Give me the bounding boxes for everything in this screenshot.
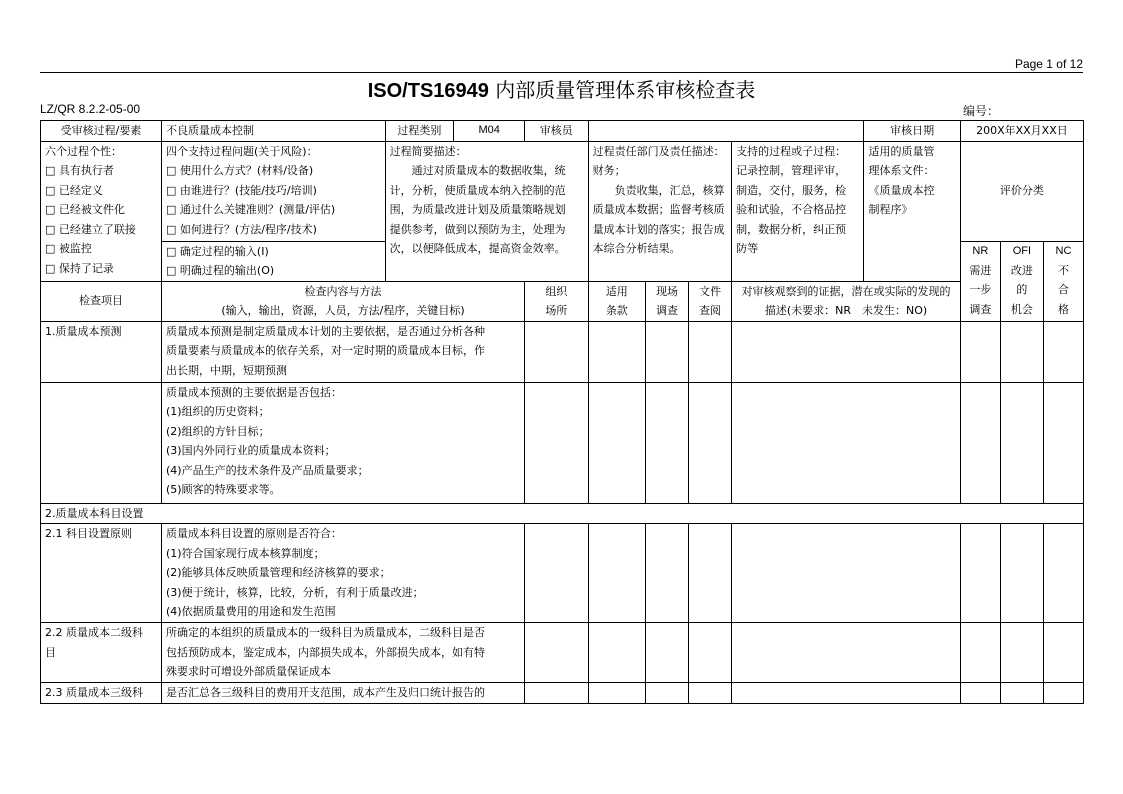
process-info-row: [41, 141, 1084, 241]
doc-review-cell[interactable]: [689, 321, 732, 382]
doc-review-cell[interactable]: [689, 382, 732, 503]
text-line: 文件: [699, 284, 722, 298]
process-brief: [385, 141, 588, 281]
text-line: □ 明确过程的输出(O): [166, 264, 275, 277]
text-line: 过程简要描述：: [389, 144, 467, 158]
ofi-cell[interactable]: [1000, 623, 1043, 683]
text-line: 《质量成本控: [868, 183, 935, 197]
text-line: 需进: [969, 264, 992, 277]
text-line: □ 已经被文件化: [45, 203, 125, 216]
clause-cell[interactable]: [588, 382, 645, 503]
clause-cell[interactable]: [588, 321, 645, 382]
text-line: 制程序》: [868, 203, 913, 216]
nc-cell[interactable]: [1043, 382, 1083, 503]
evidence-cell[interactable]: [732, 321, 961, 382]
text-line: □ 具有执行者: [45, 164, 114, 177]
text-line: 2.1 科目设置原则: [45, 527, 132, 540]
text-line: □ 由谁进行？(技能/技巧/培训): [166, 183, 317, 197]
text-line: 过程责任部门及责任描述：: [592, 144, 725, 158]
text-line: 检查内容与方法: [304, 284, 382, 298]
ofi-cell[interactable]: [1000, 321, 1043, 382]
text-line: 是否汇总各三级科目的费用开支范围，成本产生及归口统计报告的: [166, 686, 486, 699]
nr-cell[interactable]: [960, 524, 1000, 623]
input-output: [162, 241, 386, 281]
site-survey-cell[interactable]: [646, 683, 689, 704]
text-line: (3)国内外同行业的质量成本资料；: [166, 444, 336, 457]
nr-cell[interactable]: [960, 382, 1000, 503]
site-survey-cell[interactable]: [646, 524, 689, 623]
text-line: (2)组织的方针目标；: [166, 424, 270, 438]
audited-value[interactable]: 不良质量成本控制: [162, 121, 386, 142]
evidence-cell[interactable]: [732, 382, 961, 503]
text-line: 所确定的本组织的质量成本的一级科目为质量成本，二级科目是否: [166, 626, 486, 639]
text-line: 对审核观察到的证据，潜在或实际的发现的: [741, 284, 951, 298]
nc-cell[interactable]: [1043, 623, 1083, 683]
document-number: LZ/QR 8.2.2-05-00: [40, 102, 141, 116]
text-line: □ 使用什么方式？(材料/设备): [166, 164, 314, 177]
nr-cell[interactable]: [960, 321, 1000, 382]
nc-cell[interactable]: [1043, 524, 1083, 623]
text-line: 围，为质量改进计划及质量策略规划: [389, 203, 566, 216]
text-line: (4)依据质量费用的用途和发生范围: [166, 605, 336, 618]
evidence-cell[interactable]: [732, 524, 961, 623]
nr-cell[interactable]: [960, 683, 1000, 704]
text-line: 描述(未要求：NR 未发生：NO): [764, 304, 928, 317]
site-survey-cell[interactable]: [646, 382, 689, 503]
text-line: 出长期，中期，短期预测: [166, 363, 288, 377]
text-line: 通过对质量成本的数据收集，统: [389, 164, 566, 177]
text-line: 记录控制，管理评审，: [736, 164, 847, 177]
text-line: 不: [1057, 264, 1069, 277]
text-line: 的: [1016, 284, 1028, 296]
audited-label: 受审核过程/要素: [41, 121, 162, 142]
site-survey-cell[interactable]: [646, 623, 689, 683]
clause-header: [588, 281, 645, 321]
org-site-header: [525, 281, 589, 321]
nr-cell[interactable]: [960, 623, 1000, 683]
text-line: 格: [1057, 303, 1069, 316]
text-line: □ 保持了记录: [45, 261, 114, 275]
table-row: [41, 382, 1084, 503]
ofi-cell[interactable]: [1000, 683, 1043, 704]
text-line: □ 确定过程的输入(I): [166, 244, 269, 258]
text-line: 目: [45, 645, 56, 659]
text-line: 调查: [969, 303, 992, 316]
text-line: 制，数据分析，纠正预: [736, 222, 847, 236]
text-line: 负责收集，汇总，核算: [592, 183, 725, 197]
text-line: (5)顾客的特殊要求等。: [166, 483, 281, 496]
page-number: Page 1 of 12: [1014, 57, 1083, 71]
text-line: 一步: [969, 284, 992, 296]
check-content: [162, 623, 525, 683]
evidence-header: [732, 281, 961, 321]
process-type-label: 过程类别: [385, 121, 454, 142]
text-line: 现场: [656, 284, 679, 298]
text-line: □ 已经定义: [45, 183, 103, 197]
auditor-value[interactable]: [588, 121, 864, 142]
text-line: (2)能够具体反映质量管理和经济核算的要求；: [166, 566, 391, 579]
text-line: 六个过程个性：: [45, 144, 122, 158]
text-line: 四个支持过程问题(关于风险)：: [166, 144, 318, 158]
text-line: 本综合分析结果。: [592, 242, 681, 255]
nc-column-header: [1043, 241, 1083, 321]
check-item: [41, 683, 162, 704]
text-line: 2.2 质量成本二级科: [45, 626, 143, 639]
text-line: NR: [972, 245, 989, 257]
text-line: 调查: [656, 304, 679, 317]
table-row: [41, 524, 1084, 623]
clause-cell[interactable]: [588, 524, 645, 623]
text-line: 机会: [1010, 303, 1033, 316]
text-line: 殊要求时可增设外部质量保证成本: [166, 665, 332, 678]
audit-date-value[interactable]: 200X年XX月XX日: [960, 121, 1083, 142]
text-line: 质量要素与质量成本的依存关系，对一定时期的质量成本目标，作: [166, 344, 486, 357]
text-line: 计，分析，使质量成本纳入控制的范: [389, 183, 566, 197]
org-site-cell[interactable]: [525, 623, 589, 683]
table-row: [41, 683, 1084, 704]
ofi-cell[interactable]: [1000, 524, 1043, 623]
text-line: 条款: [605, 304, 628, 317]
ofi-cell[interactable]: [1000, 382, 1043, 503]
text-line: □ 被监控: [45, 242, 92, 255]
four-support-questions: [162, 141, 386, 241]
text-line: (3)便于统计，核算，比较，分析，有利于质量改进；: [166, 585, 424, 599]
doc-review-cell[interactable]: [689, 524, 732, 623]
text-line: 质量成本数据；监督考核质: [592, 203, 725, 216]
text-line: 防等: [736, 242, 759, 255]
top-rule: [40, 72, 1083, 73]
auditor-label: 审核员: [525, 121, 589, 142]
evaluation-category: 评价分类: [960, 141, 1083, 241]
text-line: □ 已经建立了联接: [45, 222, 136, 236]
text-line: □ 通过什么关键准则？(测量/评估): [166, 203, 336, 216]
applicable-documents: [864, 141, 960, 281]
ofi-column-header: [1000, 241, 1043, 321]
text-line: 质量成本科目设置的原则是否符合：: [166, 527, 343, 540]
text-line: 适用的质量管: [868, 144, 935, 158]
evidence-cell[interactable]: [732, 683, 961, 704]
text-line: 次，以便降低成本，提高资金效率。: [389, 242, 566, 255]
text-line: (1)组织的历史资料；: [166, 405, 270, 418]
section-title: 2.质量成本科目设置: [41, 503, 1084, 524]
doc-review-cell[interactable]: [689, 623, 732, 683]
check-content: [162, 321, 525, 382]
text-line: OFI: [1012, 245, 1032, 257]
text-line: 验和试验，不合格品控: [736, 203, 847, 216]
text-line: 质量成本预测是制定质量成本计划的主要依据，是否通过分析各种: [166, 324, 486, 338]
text-line: 2.3 质量成本三级科: [45, 686, 143, 699]
text-line: 质量成本预测的主要依据是否包括：: [166, 385, 343, 399]
table-row: [41, 623, 1084, 683]
text-line: 制造，交付，服务，检: [736, 183, 847, 197]
org-site-cell[interactable]: [525, 382, 589, 503]
check-item: [41, 382, 162, 503]
site-survey-header: [646, 281, 689, 321]
nc-cell[interactable]: [1043, 683, 1083, 704]
column-header-row: [41, 281, 1084, 321]
process-type-value[interactable]: M04: [454, 121, 525, 142]
evidence-cell[interactable]: [732, 623, 961, 683]
check-item: [41, 321, 162, 382]
doc-review-cell[interactable]: [689, 683, 732, 704]
nr-column-header: [960, 241, 1000, 321]
page-title: [0, 74, 1123, 103]
text-line: 包括预防成本，鉴定成本，内部损失成本，外部损失成本，如有特: [166, 645, 486, 659]
text-line: NC: [1055, 245, 1072, 257]
header-row: [41, 121, 1084, 142]
check-item: [41, 524, 162, 623]
text-line: 财务；: [592, 164, 626, 177]
text-line: 合: [1057, 284, 1069, 296]
title-text: 内部质量管理体系审核检查表: [495, 78, 756, 102]
clause-cell[interactable]: [588, 683, 645, 704]
audit-date-label: 审核日期: [864, 121, 960, 142]
text-line: 组织: [545, 284, 568, 298]
audit-checklist-table: [40, 120, 1084, 704]
org-site-cell[interactable]: [525, 683, 589, 704]
title-iso: ISO/TS16949: [367, 80, 489, 102]
doc-review-header: [689, 281, 732, 321]
check-content: [162, 683, 525, 704]
section-row: [41, 503, 1084, 524]
number-label: 编号：: [963, 104, 1000, 118]
nc-cell[interactable]: [1043, 321, 1083, 382]
table-row: [41, 321, 1084, 382]
text-line: 提供参考，做到以预防为主，处理为: [389, 222, 566, 236]
clause-cell[interactable]: [588, 623, 645, 683]
text-line: 改进: [1010, 264, 1033, 277]
support-processes: [732, 141, 864, 281]
text-line: 1.质量成本预测: [45, 324, 122, 338]
text-line: 理体系文件：: [868, 164, 935, 177]
text-line: (输入，输出，资源，人员，方法/程序，关键目标): [221, 304, 465, 317]
responsibility: [588, 141, 732, 281]
check-content: [162, 382, 525, 503]
org-site-cell[interactable]: [525, 321, 589, 382]
text-line: 查阅: [699, 304, 722, 317]
text-line: □ 如何进行？(方法/程序/技术): [166, 222, 317, 236]
check-item-header: 检查项目: [41, 281, 162, 321]
text-line: (1)符合国家现行成本核算制度；: [166, 546, 325, 560]
text-line: 支持的过程或子过程：: [736, 144, 847, 158]
six-characteristics: [41, 141, 162, 281]
text-line: 适用: [605, 284, 628, 298]
check-content: [162, 524, 525, 623]
text-line: 场所: [545, 304, 568, 317]
check-item: [41, 623, 162, 683]
text-line: 量成本计划的落实；报告成: [592, 222, 725, 236]
text-line: (4)产品生产的技术条件及产品质量要求；: [166, 463, 369, 477]
org-site-cell[interactable]: [525, 524, 589, 623]
check-content-header: [162, 281, 525, 321]
site-survey-cell[interactable]: [646, 321, 689, 382]
